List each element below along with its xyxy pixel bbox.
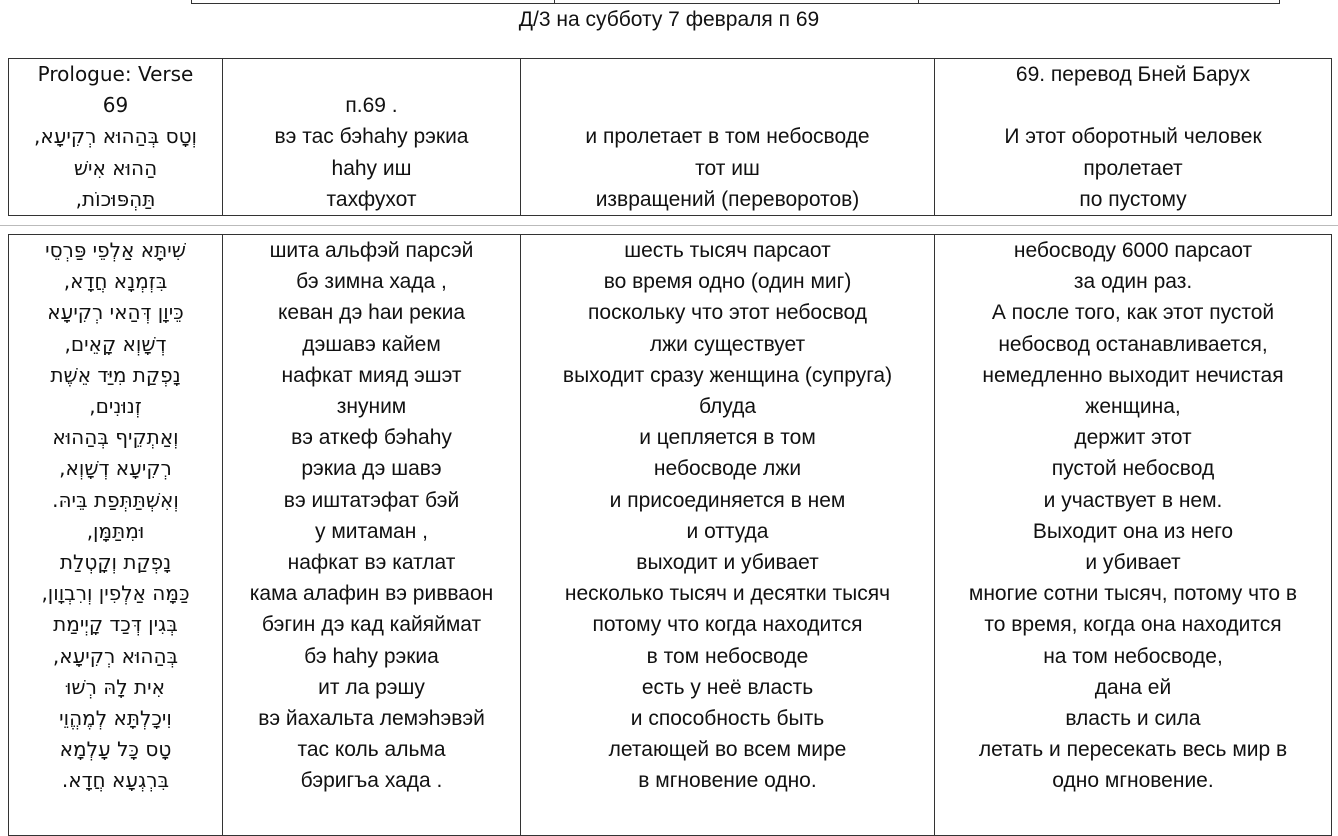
text-line: 69. перевод Бней Барух xyxy=(1015,63,1251,86)
text-line: и цепляется в том xyxy=(639,426,816,450)
text-line: у митаман , xyxy=(315,519,428,543)
text-line: пустой небосвод xyxy=(1051,457,1215,481)
bnei-baruch-translation-column xyxy=(935,235,1332,836)
text-line: знуним xyxy=(336,395,407,419)
text-line: אִית לָהּ רְשׁוּ xyxy=(65,674,166,699)
aramaic-column xyxy=(9,235,223,836)
text-line: נָפְקַת מִיַּד אֵשֶׁת xyxy=(50,362,181,387)
column-divider xyxy=(554,0,555,3)
text-line: и способность быть xyxy=(630,707,825,731)
text-line: и оттуда xyxy=(686,519,769,543)
previous-table-row-edge xyxy=(191,0,1280,4)
text-line xyxy=(523,59,932,90)
aramaic-column xyxy=(9,59,223,216)
text-line: נָפְקַת וְקָטְלַת xyxy=(59,550,172,575)
text-line: власть и сила xyxy=(1065,707,1201,731)
verse-header-table xyxy=(8,58,1332,216)
text-line: 69 xyxy=(102,93,129,118)
text-line: дэшавэ кайем xyxy=(302,332,441,356)
text-line: бэ зимна хада , xyxy=(296,270,447,294)
text-line xyxy=(225,59,518,90)
text-line: и убивает xyxy=(1085,551,1181,575)
text-line: и присоединяется в нем xyxy=(609,488,846,512)
text-line: по пустому xyxy=(1079,187,1187,211)
text-line: в том небосводе xyxy=(646,644,809,668)
text-line: потому что когда находится xyxy=(592,613,863,637)
text-line: нафкат вэ катлат xyxy=(287,551,456,575)
text-line: немедленно выходит нечистая xyxy=(982,363,1284,387)
text-line: Выходит она из него xyxy=(1032,519,1234,543)
text-line: выходит и убивает xyxy=(636,551,819,575)
text-line: וִיכָלְתָּא לְמֶהֱוֵי xyxy=(59,706,172,731)
text-line: многие сотни тысяч, потому что в xyxy=(968,582,1298,606)
transliteration-column xyxy=(223,235,521,836)
text-line: выходит сразу женщина (супруга) xyxy=(562,363,893,387)
text-line: הַהוּא אִישׁ xyxy=(73,155,158,180)
text-line: זְנוּנִים, xyxy=(89,394,142,419)
text-line: вэ иштатэфат бэй xyxy=(283,488,460,512)
text-line: תַּהְפּוּכוֹת, xyxy=(75,186,156,211)
text-line: כַּמָּה אַלְפִין וְרִבְוָון, xyxy=(41,581,190,606)
text-line: вэ йахальта лемэhэвэй xyxy=(258,707,485,731)
text-line: нафкат мияд эшэт xyxy=(281,363,462,387)
text-line: וְאִשְׁתַּתְּפַת בֵּיהּ. xyxy=(52,487,179,512)
column-divider xyxy=(918,0,919,3)
text-line: вэ аткеф бэhаhу xyxy=(291,426,452,450)
text-line: טָס כָּל עָלְמָא xyxy=(59,737,172,762)
text-line: вэ тас бэhаhу рэкиа xyxy=(274,125,469,149)
text-line: בְּגִין דְּכַד קָיְימַת xyxy=(53,612,178,637)
text-line: бэ hаhу рэкиа xyxy=(304,644,439,668)
text-line: держит этот xyxy=(1074,426,1192,450)
text-line: поскольку что этот небосвод xyxy=(588,301,867,325)
transliteration-column xyxy=(223,59,521,216)
text-line: пролетает xyxy=(1083,156,1183,180)
text-line: בְּהַהוּא רְקִיעָא, xyxy=(52,643,179,668)
text-line: וְטָס בְּהַהוּא רְקִיעָא, xyxy=(33,124,198,149)
text-line: есть у неё власть xyxy=(641,675,814,699)
text-line: кеван дэ hаи рекиа xyxy=(277,301,466,325)
text-line: женщина, xyxy=(1085,395,1181,419)
text-line: בִּזְמְנָא חֲדָא, xyxy=(63,269,168,294)
text-line: дана ей xyxy=(1094,675,1172,699)
text-line: רְקִיעָא דְשָׁוְא, xyxy=(59,456,172,481)
text-line: и участвует в нем. xyxy=(1043,488,1223,512)
text-line: וּמִתַּמָּן, xyxy=(86,518,145,543)
text-line: летающей во всем мире xyxy=(608,738,847,762)
text-line: п.69 . xyxy=(345,94,398,118)
text-line xyxy=(937,90,1329,121)
text-line: одно мгновение. xyxy=(1052,769,1214,793)
text-line: דְשָׁוְא קָאֵים, xyxy=(64,331,167,356)
literal-translation-column xyxy=(521,59,935,216)
page-caption: Д/3 на субботу 7 февраля п 69 xyxy=(518,8,820,31)
text-line: во время одно (один миг) xyxy=(603,270,852,294)
text-line: hаhу иш xyxy=(331,156,412,180)
bnei-baruch-translation-column xyxy=(935,59,1332,216)
text-line: несколько тысяч и десятки тысяч xyxy=(564,582,891,606)
text-line: небосвод останавливается, xyxy=(998,332,1268,356)
text-line: шита альфэй парсэй xyxy=(269,239,474,262)
text-line: тот иш xyxy=(695,156,760,180)
text-line: בִּרְגְעָא חֲדָא. xyxy=(61,768,170,793)
verse-body-table xyxy=(8,234,1332,836)
text-line: וְאַתְקֵיף בְּהַהוּא xyxy=(52,425,179,450)
page-break-line xyxy=(0,225,1338,226)
text-line: рэкиа дэ шавэ xyxy=(301,457,442,481)
text-line: тахфухот xyxy=(326,187,417,211)
text-line: ит ла рэшу xyxy=(318,675,425,699)
text-line: А после того, как этот пустой xyxy=(991,301,1275,325)
text-line: летать и пересекать весь мир в xyxy=(978,738,1288,762)
text-line: за один раз. xyxy=(1073,270,1193,294)
text-line: на том небосводе, xyxy=(1043,644,1223,668)
text-line: бэригъа хада . xyxy=(300,769,443,793)
text-line: небосводу 6000 парсаот xyxy=(1013,239,1253,262)
text-line: кама алафин вэ ривваон xyxy=(249,582,494,606)
text-line: тас коль альма xyxy=(297,738,446,762)
text-line: извращений (переворотов) xyxy=(595,187,860,211)
text-line xyxy=(523,90,932,121)
text-line: в мгновение одно. xyxy=(638,769,817,793)
literal-translation-column xyxy=(521,235,935,836)
text-line: то время, когда она находится xyxy=(984,613,1282,637)
text-line: שִׁיתָּא אַלְפֵי פַּרְסֵי xyxy=(45,238,186,262)
text-line: Prologue: Verse xyxy=(37,62,194,86)
text-line: лжи существует xyxy=(649,332,806,356)
text-line: כֵּיוָן דְּהַאי רְקִיעָא xyxy=(47,300,184,325)
text-line: бэгин дэ кад кайяймат xyxy=(261,613,482,637)
text-line: и пролетает в том небосводе xyxy=(585,125,870,149)
text-line: блуда xyxy=(698,395,757,419)
text-line: И этот оборотный человек xyxy=(1004,125,1262,149)
text-line: небосводе лжи xyxy=(653,457,802,481)
text-line: шесть тысяч парсаот xyxy=(624,239,831,262)
